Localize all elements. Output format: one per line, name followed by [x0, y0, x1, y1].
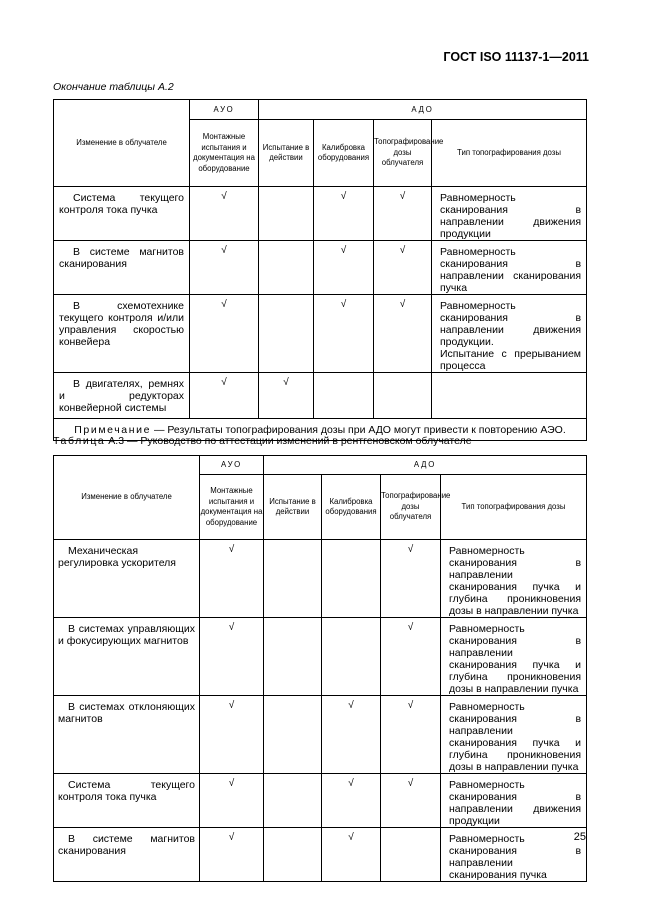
column-header-install: Монтажные испытания и документация на оборудование — [200, 475, 264, 540]
table-a2 — [53, 99, 587, 441]
install-cell: √ — [200, 696, 264, 774]
install-cell: √ — [190, 295, 259, 373]
page-number: 25 — [573, 831, 586, 843]
calib-cell: √ — [314, 295, 374, 373]
install-cell: √ — [190, 373, 259, 419]
column-group-ado: АДО — [264, 456, 587, 475]
table-row — [54, 696, 587, 774]
topo-cell: √ — [374, 187, 432, 241]
change-cell: Система текущего контроля тока пучка — [54, 774, 200, 828]
topo-cell: √ — [381, 618, 441, 696]
calib-cell: √ — [322, 696, 381, 774]
calib-cell — [322, 540, 381, 618]
calib-cell: √ — [314, 241, 374, 295]
topo-cell: √ — [381, 540, 441, 618]
column-header-topo: Топографирование дозы облучателя — [381, 475, 441, 540]
test-cell — [264, 618, 322, 696]
note-text: — Результаты топографирования дозы при АДО могут привести к повторению АЭО. — [151, 423, 566, 436]
column-header-calib: Калибровка оборудования — [322, 475, 381, 540]
install-cell: √ — [190, 241, 259, 295]
type-cell: Равномерность сканирования в направлении сканирования пучка — [432, 241, 587, 295]
install-cell: √ — [190, 187, 259, 241]
test-cell — [264, 828, 322, 882]
document-standard-header: ГОСТ ISO 11137-1—2011 — [443, 50, 589, 64]
type-cell: Равномерность сканирования в направлении сканирования пучка и глубина проникновения дозы в направлении пучка — [441, 696, 587, 774]
change-cell: В системе магнитов сканирования — [54, 828, 200, 882]
table-row — [54, 187, 587, 241]
change-cell: В системах отклоняющих магнитов — [54, 696, 200, 774]
table-row — [54, 373, 587, 419]
topo-cell: √ — [381, 774, 441, 828]
table-row — [54, 295, 587, 373]
test-cell — [264, 774, 322, 828]
column-group-ayo: АУО — [190, 100, 259, 120]
column-header-test: Испытание в действии — [259, 120, 314, 187]
type-cell: Равномерность сканирования в направлении движения продукции — [432, 187, 587, 241]
test-cell — [259, 295, 314, 373]
column-header-calib: Калибровка оборудования — [314, 120, 374, 187]
change-cell: Механическая регулировка ускорителя — [54, 540, 200, 618]
column-group-ado: АДО — [259, 100, 587, 120]
change-cell: Система текущего контроля тока пучка — [54, 187, 190, 241]
topo-cell: √ — [374, 241, 432, 295]
column-header-install: Монтажные испытания и документация на оборудование — [190, 120, 259, 187]
change-cell: В схемотехнике текущего контроля и/или управления скоростью конвейера — [54, 295, 190, 373]
install-cell: √ — [200, 618, 264, 696]
table-row — [54, 618, 587, 696]
calib-cell: √ — [322, 774, 381, 828]
test-cell — [259, 187, 314, 241]
type-cell: Равномерность сканирования в направлении сканирования пучка и глубина проникновения дозы в направлении пучка — [441, 618, 587, 696]
type-cell: Равномерность сканирования в направлении сканирования пучка и глубина проникновения дозы в направлении пучка — [441, 540, 587, 618]
topo-cell — [381, 828, 441, 882]
calib-cell — [314, 373, 374, 419]
calib-cell: √ — [322, 828, 381, 882]
column-header-change: Изменение в облучателе — [54, 100, 190, 187]
topo-cell: √ — [381, 696, 441, 774]
table-a3-caption: Таблица А.3 — Руководство по аттестации изменений в рентгеновском облучателе — [53, 435, 472, 447]
table-row — [54, 540, 587, 618]
test-cell — [264, 696, 322, 774]
type-cell: Равномерность сканирования в направлении сканирования пучка — [441, 828, 587, 882]
install-cell: √ — [200, 774, 264, 828]
table-a2-caption: Окончание таблицы А.2 — [53, 81, 174, 93]
calib-cell — [322, 618, 381, 696]
table-row — [54, 241, 587, 295]
topo-cell: √ — [374, 295, 432, 373]
topo-cell — [374, 373, 432, 419]
install-cell: √ — [200, 540, 264, 618]
column-header-type: Тип топографирования дозы — [432, 120, 587, 187]
type-cell — [432, 373, 587, 419]
column-header-topo: Топографирование дозы облучателя — [374, 120, 432, 187]
table-row — [54, 828, 587, 882]
column-header-change: Изменение в облучателе — [54, 456, 200, 540]
test-cell — [264, 540, 322, 618]
change-cell: В системе магнитов сканирования — [54, 241, 190, 295]
table-a3 — [53, 455, 587, 882]
column-header-test: Испытание в действии — [264, 475, 322, 540]
table-row — [54, 774, 587, 828]
install-cell: √ — [200, 828, 264, 882]
change-cell: В системах управляющих и фокусирующих магнитов — [54, 618, 200, 696]
column-group-ayo: АУО — [200, 456, 264, 475]
change-cell: В двигателях, ремнях и редукторах конвейерной системы — [54, 373, 190, 419]
column-header-type: Тип топографирования дозы — [441, 475, 587, 540]
test-cell — [259, 241, 314, 295]
type-cell: Равномерность сканирования в направлении движения продукции. Испытание с прерыванием процесса — [432, 295, 587, 373]
type-cell: Равномерность сканирования в направлении движения продукции — [441, 774, 587, 828]
test-cell: √ — [259, 373, 314, 419]
calib-cell: √ — [314, 187, 374, 241]
note-label: Примечание — [74, 423, 152, 436]
